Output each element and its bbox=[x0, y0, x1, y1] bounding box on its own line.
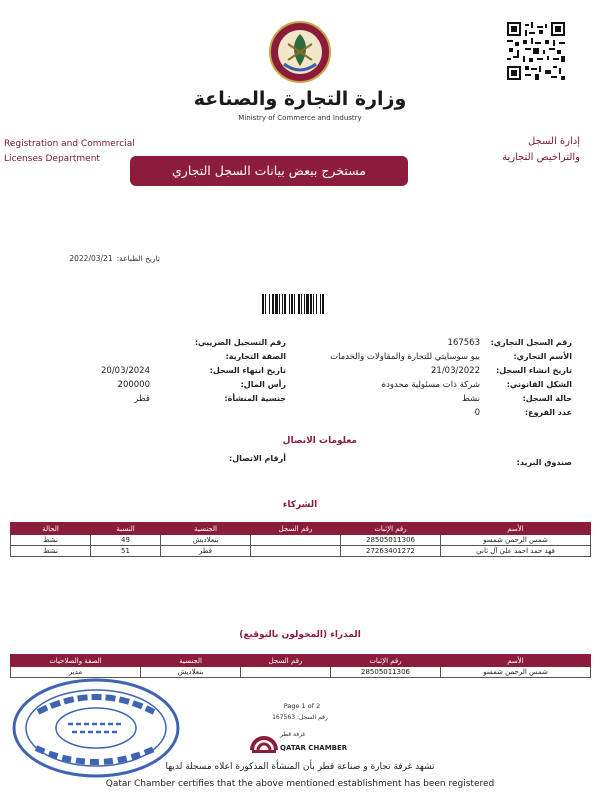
partners-col-cr: رقم السجل bbox=[251, 523, 341, 535]
partners-header-row bbox=[11, 523, 591, 535]
state-emblem-icon bbox=[262, 14, 338, 90]
cell-name: شمس الرحمن شمسو bbox=[441, 535, 591, 546]
department-name-en bbox=[4, 137, 144, 167]
table-row bbox=[11, 546, 591, 557]
chamber-name-ar: غرفة قطر bbox=[280, 731, 306, 738]
cell-id: 27263401272 bbox=[341, 546, 441, 557]
partners-col-status: الحالة bbox=[11, 523, 91, 535]
cell-cr bbox=[251, 546, 341, 557]
document-title-banner: مستخرج ببعض بيانات السجل التجاري bbox=[130, 156, 408, 186]
cell-status: نشط bbox=[11, 546, 91, 557]
cell-status: نشط bbox=[11, 535, 91, 546]
managers-col-id: رقم الإثبات bbox=[331, 655, 441, 667]
print-date bbox=[40, 254, 160, 263]
barcode-bar bbox=[310, 294, 312, 314]
barcode-bar bbox=[294, 294, 295, 314]
label-branches-count: عدد الفروع: bbox=[524, 408, 572, 417]
barcode-bar bbox=[284, 294, 286, 314]
barcode-bar bbox=[279, 294, 280, 314]
barcode-bar bbox=[322, 294, 324, 314]
managers-header-row bbox=[11, 655, 591, 667]
label-trade-capacity: الصفة التجارية: bbox=[225, 352, 286, 361]
cell-name: فهد حمد احمد علي آل ثاني bbox=[441, 546, 591, 557]
partners-col-id: رقم الإثبات bbox=[341, 523, 441, 535]
cell-percent: 51 bbox=[91, 546, 161, 557]
value-branches-count: 0 bbox=[474, 408, 480, 418]
department-line1-ar: إدارة السجل bbox=[527, 136, 580, 147]
label-trade-name: الأسم التجاري: bbox=[513, 352, 572, 361]
print-date-value: 2022/03/21 bbox=[69, 254, 113, 263]
cell-nationality: قطر bbox=[161, 546, 251, 557]
managers-col-nationality: الجنسية bbox=[141, 655, 241, 667]
cell-cr bbox=[251, 535, 341, 546]
chamber-name-en: QATAR CHAMBER bbox=[280, 744, 348, 752]
partners-table bbox=[10, 522, 591, 557]
barcode-bar bbox=[289, 294, 290, 314]
label-cr-status: حالة السجل: bbox=[522, 394, 572, 403]
managers-section-title: المدراء (المخولون بالتوقيع) bbox=[239, 630, 361, 640]
footer-cr-number: رقم السجل: 167563 bbox=[272, 714, 328, 721]
cell-nationality: بنغلاديش bbox=[141, 667, 241, 678]
barcode-bar bbox=[301, 294, 302, 314]
barcode-bar bbox=[298, 294, 300, 314]
managers-col-name: الأسم bbox=[441, 655, 591, 667]
label-contact-numbers: أرقام الاتصال: bbox=[229, 454, 286, 463]
managers-col-role: الصفة والصلاحيات bbox=[11, 655, 141, 667]
barcode-bar bbox=[272, 294, 274, 314]
label-capital: رأس المال: bbox=[240, 380, 286, 389]
label-tax-number: رقم التسجيل الضريبي: bbox=[194, 338, 286, 347]
contact-section-title: معلومات الاتصال bbox=[282, 436, 357, 446]
value-trade-name: بيو سوسايتي للتجارة والمقاولات والخدمات bbox=[330, 352, 480, 362]
certification-text-ar: تشهد غرفة تجارة و صناعة قطر بأن المنشأة المذكورة اعلاه مسجلة لديها bbox=[165, 762, 435, 772]
barcode-bar bbox=[320, 294, 321, 314]
cell-id: 28505011306 bbox=[341, 535, 441, 546]
label-legal-form: الشكل القانوني: bbox=[506, 380, 572, 389]
cell-percent: 49 bbox=[91, 535, 161, 546]
cell-cr bbox=[241, 667, 331, 678]
barcode-bar bbox=[262, 294, 264, 314]
barcode-bar bbox=[306, 294, 309, 314]
department-line1-en: Registration and Commercial bbox=[4, 139, 135, 149]
value-cr-status: نشط bbox=[461, 394, 480, 404]
cell-id: 28505011306 bbox=[331, 667, 441, 678]
department-name-ar bbox=[480, 134, 580, 166]
value-legal-form: شركة ذات مسئولية محدودة bbox=[381, 380, 480, 390]
department-line2-en: Licenses Department bbox=[4, 154, 100, 164]
barcode-bar bbox=[265, 294, 266, 314]
barcode-bar bbox=[313, 294, 314, 314]
barcode-icon bbox=[262, 294, 346, 314]
qatar-chamber-logo-icon bbox=[250, 730, 278, 756]
partners-col-name: الأسم bbox=[441, 523, 591, 535]
label-expiry-date: تاريخ انتهاء السجل: bbox=[209, 366, 286, 375]
table-row bbox=[11, 535, 591, 546]
value-creation-date: 21/03/2022 bbox=[431, 366, 480, 376]
cell-role: مدير bbox=[11, 667, 141, 678]
ministry-title-en: Ministry of Commerce and Industry bbox=[238, 114, 362, 122]
cell-nationality: بنغلاديش bbox=[161, 535, 251, 546]
value-cr-number: 167563 bbox=[447, 338, 480, 348]
label-cr-number: رقم السجل التجاري: bbox=[490, 338, 572, 347]
department-line2-ar: والتراخيص التجارية bbox=[502, 152, 580, 163]
cell-name: شمس الرحمن شمسو bbox=[441, 667, 591, 678]
partners-col-percent: النسبة bbox=[91, 523, 161, 535]
managers-col-cr: رقم السجل bbox=[241, 655, 331, 667]
label-po-box: صندوق البريد: bbox=[516, 458, 572, 467]
label-establishment-nationality: جنسية المنشأة: bbox=[224, 394, 286, 403]
barcode-bar bbox=[275, 294, 278, 314]
partners-section-title: الشركاء bbox=[282, 500, 318, 510]
barcode-bar bbox=[282, 294, 283, 314]
label-creation-date: تاريخ انشاء السجل: bbox=[496, 366, 572, 375]
ministry-title-ar: وزارة التجارة والصناعة bbox=[193, 88, 407, 110]
barcode-bar bbox=[316, 294, 317, 314]
value-establishment-nationality: قطر bbox=[134, 394, 150, 404]
barcode-bar bbox=[304, 294, 305, 314]
barcode-bar bbox=[269, 294, 270, 314]
certification-text-en: Qatar Chamber certifies that the above mentioned establishment has been registered bbox=[105, 779, 495, 789]
partners-col-nationality: الجنسية bbox=[161, 523, 251, 535]
qr-code-icon bbox=[507, 22, 565, 80]
page-indicator: Page 1 of 2 bbox=[283, 702, 321, 710]
barcode-bar bbox=[291, 294, 293, 314]
value-expiry-date: 20/03/2024 bbox=[101, 366, 150, 376]
print-date-label: تاريخ الطباعة: bbox=[116, 254, 160, 263]
value-capital: 200000 bbox=[117, 380, 150, 390]
